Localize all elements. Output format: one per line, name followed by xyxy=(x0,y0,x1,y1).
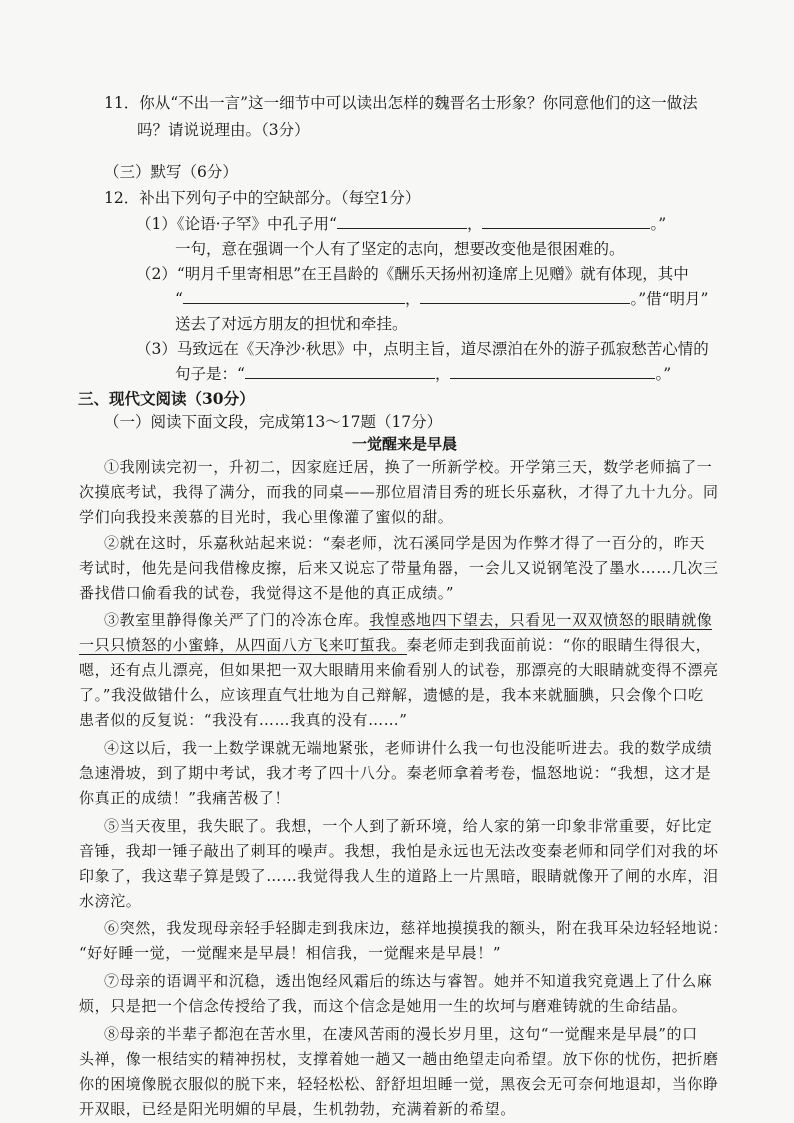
blank-6[interactable] xyxy=(450,364,655,379)
p2-line3: 番找借口偷看我的试卷，我觉得这不是他的真正成绩。” xyxy=(79,584,455,602)
p8-line3: 你的困境像脱衣服似的脱下来，轻轻松松、舒舒坦坦睡一觉，黑夜会无可奈何地退却，当你睁 xyxy=(79,1075,719,1093)
p3-line2 xyxy=(79,635,711,655)
p3-line2a-underlined: 一只只愤怒的小蜜蜂，从四面八方飞来叮蜇我。 xyxy=(79,636,407,654)
q12-item1 xyxy=(136,214,666,234)
item3-start: 句子是：“ xyxy=(175,365,245,383)
blank-1[interactable] xyxy=(337,214,467,229)
item1-end: 。” xyxy=(650,215,667,233)
item2-end: 。”借“明月” xyxy=(630,290,709,308)
p8-line1: ⑧母亲的半辈子都泡在苦水里，在凄风苦雨的漫长岁月里，这句“一觉醒来是早晨”的口 xyxy=(104,1025,698,1043)
item2-open: “ xyxy=(175,290,183,308)
p8-line4: 开双眼，已经是阳光明媚的早晨，生机勃勃，充满着新的希望。 xyxy=(79,1100,516,1118)
p3-line2b: 秦老师走到我面前说：“你的眼睛生得很大， xyxy=(406,636,712,654)
blank-4[interactable] xyxy=(420,289,630,304)
p4-line2: 急速滑坡，到了期中考试，我才考了四十八分。秦老师拿着考卷，愠怒地说：“我想，这才是 xyxy=(79,764,712,782)
q12-item1-cont: 一句，意在强调一个人有了坚定的志向，想要改变他是很困难的。 xyxy=(175,240,625,258)
q12-stem: 12．补出下列句子中的空缺部分。（每空1分） xyxy=(104,189,421,207)
p2-line1: ②就在这时，乐嘉秋站起来说：“秦老师，沈石溪同学是因为作弊才得了一百分的，昨天 xyxy=(104,534,706,552)
item1-start: （1）《论语·子罕》中孔子用“ xyxy=(136,215,337,233)
p1-line3: 学们向我投来羡慕的目光时，我心里像灌了蜜似的甜。 xyxy=(79,508,454,526)
q11-line2: 吗？请说说理由。（3分） xyxy=(137,121,310,139)
p3-line1 xyxy=(104,610,712,630)
p3-line1a: ③教室里静得像关严了门的冷冻仓库。 xyxy=(104,611,370,629)
p1-line2: 次摸底考试，我得了满分，而我的同桌——那位眉清目秀的班长乐嘉秋，才得了九十九分。同 xyxy=(79,483,719,501)
item3-end: 。” xyxy=(655,365,672,383)
p3-line5: 患者似的反复说：“我没有……我真的没有……” xyxy=(79,711,408,729)
section3-heading: （三）默写（6分） xyxy=(104,163,238,181)
q12-item2-blanks xyxy=(175,289,708,309)
part3-sub1: （一）阅读下面文段，完成第13～17题（17分） xyxy=(104,413,443,431)
comma: ， xyxy=(434,365,451,383)
comma: ， xyxy=(466,215,483,233)
p8-line2: 头禅，像一根结实的精神拐杖，支撑着她一趟又一趟由绝望走向希望。放下你的忧伤，把折磨 xyxy=(79,1050,719,1068)
blank-2[interactable] xyxy=(482,214,650,229)
p7-line2: 烦，只是把一个信念传授给了我，而这个信念是她用一生的坎坷与磨难铸就的生命结晶。 xyxy=(79,997,688,1015)
part3-heading: 三、现代文阅读（30分） xyxy=(78,389,255,408)
p5-line3: 印象了，我这辈子算是毁了……我觉得我人生的道路上一片黑暗，眼睛就像开了闸的水库，泪 xyxy=(79,867,719,885)
q12-item2-cont: 送去了对远方朋友的担忧和牵挂。 xyxy=(175,315,408,333)
p6-line1: ⑥突然，我发现母亲轻手轻脚走到我床边，慈祥地摸摸我的额头，附在我耳朵边轻轻地说： xyxy=(104,919,729,937)
q11-line1: 11．你从“不出一言”这一细节中可以读出怎样的魏晋名士形象？你同意他们的这一做法 xyxy=(104,94,698,112)
p5-line1: ⑤当天夜里，我失眠了。我想，一个人到了新环境，给人家的第一印象非常重要，好比定 xyxy=(104,817,713,835)
p4-line3: 你真正的成绩！”我痛苦极了！ xyxy=(79,789,291,807)
q12-item2-line1: （2）“明月千里寄相思”在王昌龄的《酬乐天扬州初逢席上见赠》就有体现，其中 xyxy=(136,265,689,283)
q12-item3-line1: （3）马致远在《天净沙·秋思》中，点明主旨，道尽漂泊在外的游子孤寂愁苦心情的 xyxy=(136,340,709,358)
p7-line1: ⑦母亲的语调平和沉稳，透出饱经风霜后的练达与睿智。她并不知道我究竟遇上了什么麻 xyxy=(104,972,713,990)
p4-line1: ④这以后，我一上数学课就无端地紧张，老师讲什么我一句也没能听进去。我的数学成绩 xyxy=(104,739,713,757)
p6-line2: “好好睡一觉，一觉醒来是早晨！相信我，一觉醒来是早晨！” xyxy=(79,944,502,962)
q12-item3-blanks xyxy=(175,364,671,384)
p5-line4: 水滂沱。 xyxy=(79,892,142,910)
p3-line3: 嗯，还有点儿漂亮，但如果把一双大眼睛用来偷看别人的试卷，那漂亮的大眼睛就变得不漂亮 xyxy=(79,661,719,679)
p3-line4: 了。”我没做错什么，应该理直气壮地为自己辩解，遗憾的是，我本来就腼腆，只会像个口吃 xyxy=(79,686,704,704)
p1-line1: ①我刚读完初一，升初二，因家庭迁居，换了一所新学校。开学第三天，数学老师搞了一 xyxy=(104,458,713,476)
p2-line2: 考试时，他先是问我借橡皮擦，后来又说忘了带量角器，一会儿又说钢笔没了墨水……几次三 xyxy=(79,559,719,577)
comma: ， xyxy=(404,290,421,308)
article-title: 一觉醒来是早晨 xyxy=(352,435,458,453)
blank-5[interactable] xyxy=(245,364,435,379)
p5-line2: 音锤，我却一锤子敲出了刺耳的噪声。我想，我怕是永远也无法改变秦老师和同学们对我的坏 xyxy=(79,842,719,860)
p3-line1b-underlined: 我惶惑地四下望去，只看见一双双愤怒的眼睛就像 xyxy=(369,611,713,629)
blank-3[interactable] xyxy=(183,289,405,304)
